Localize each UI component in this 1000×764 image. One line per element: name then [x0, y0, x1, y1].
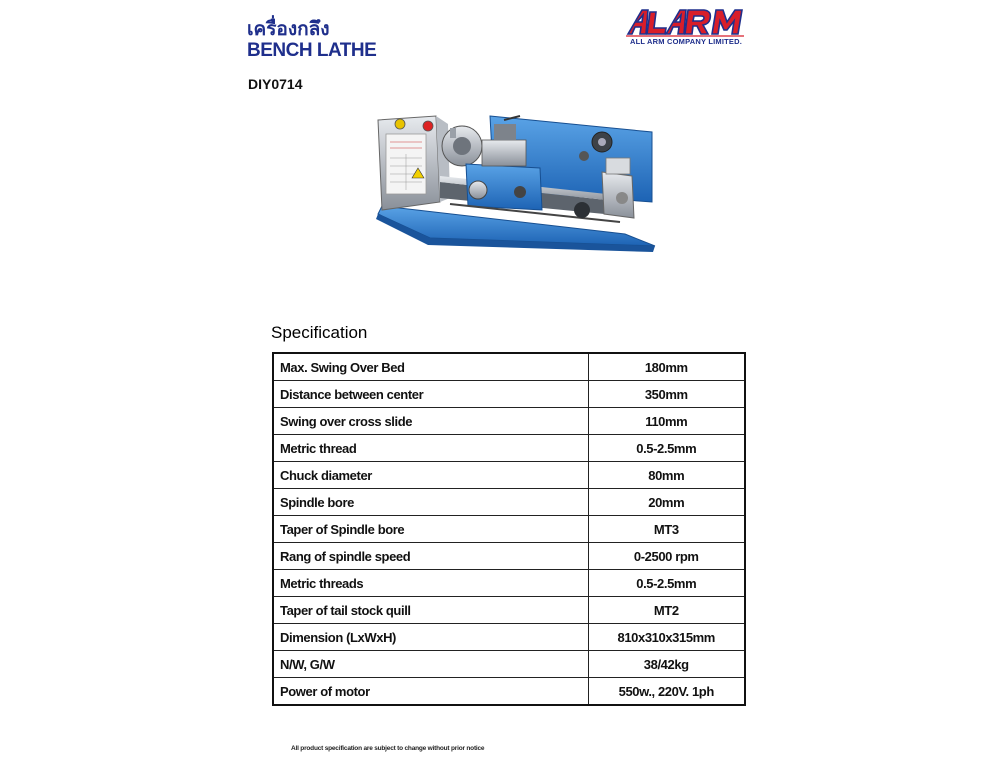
- thai-title: เครื่องกลึง: [247, 18, 330, 40]
- bench-lathe-icon: [370, 106, 670, 266]
- spec-label: Swing over cross slide: [273, 408, 588, 435]
- spec-value: 810x310x315mm: [588, 624, 745, 651]
- table-row: [273, 408, 745, 435]
- spec-label: Metric thread: [273, 435, 588, 462]
- spec-value: 20mm: [588, 489, 745, 516]
- company-name: ALL ARM COMPANY LIMITED.: [630, 37, 743, 46]
- spec-label: Power of motor: [273, 678, 588, 706]
- table-row: [273, 624, 745, 651]
- spec-label: Dimension (LxWxH): [273, 624, 588, 651]
- spec-label: Taper of tail stock quill: [273, 597, 588, 624]
- table-row: [273, 435, 745, 462]
- alarm-logo-icon: [622, 6, 762, 38]
- spec-value: 0.5-2.5mm: [588, 435, 745, 462]
- spec-value: 180mm: [588, 353, 745, 381]
- specification-heading: Specification: [271, 323, 368, 342]
- spec-value: 550w., 220V. 1ph: [588, 678, 745, 706]
- spec-label: Spindle bore: [273, 489, 588, 516]
- spec-label: Chuck diameter: [273, 462, 588, 489]
- spec-value: 0.5-2.5mm: [588, 570, 745, 597]
- spec-value: 0-2500 rpm: [588, 543, 745, 570]
- product-photo: [370, 106, 670, 266]
- spec-value: 80mm: [588, 462, 745, 489]
- spec-label: N/W, G/W: [273, 651, 588, 678]
- table-row: [273, 353, 745, 381]
- spec-label: Distance between center: [273, 381, 588, 408]
- table-row: [273, 570, 745, 597]
- table-row: [273, 516, 745, 543]
- spec-label: Rang of spindle speed: [273, 543, 588, 570]
- specification-table: [272, 352, 746, 706]
- disclaimer-note: All product specification are subject to change without prior notice: [291, 745, 485, 752]
- page-title: BENCH LATHE: [247, 40, 377, 61]
- spec-value: MT2: [588, 597, 745, 624]
- spec-value: MT3: [588, 516, 745, 543]
- table-row: [273, 651, 745, 678]
- table-row: [273, 678, 745, 706]
- table-row: [273, 597, 745, 624]
- table-row: [273, 462, 745, 489]
- table-row: [273, 381, 745, 408]
- table-row: [273, 543, 745, 570]
- spec-label: Max. Swing Over Bed: [273, 353, 588, 381]
- spec-value: 110mm: [588, 408, 745, 435]
- spec-value: 38/42kg: [588, 651, 745, 678]
- spec-label: Taper of Spindle bore: [273, 516, 588, 543]
- table-row: [273, 489, 745, 516]
- spec-value: 350mm: [588, 381, 745, 408]
- model-code: DIY0714: [248, 76, 303, 92]
- spec-label: Metric threads: [273, 570, 588, 597]
